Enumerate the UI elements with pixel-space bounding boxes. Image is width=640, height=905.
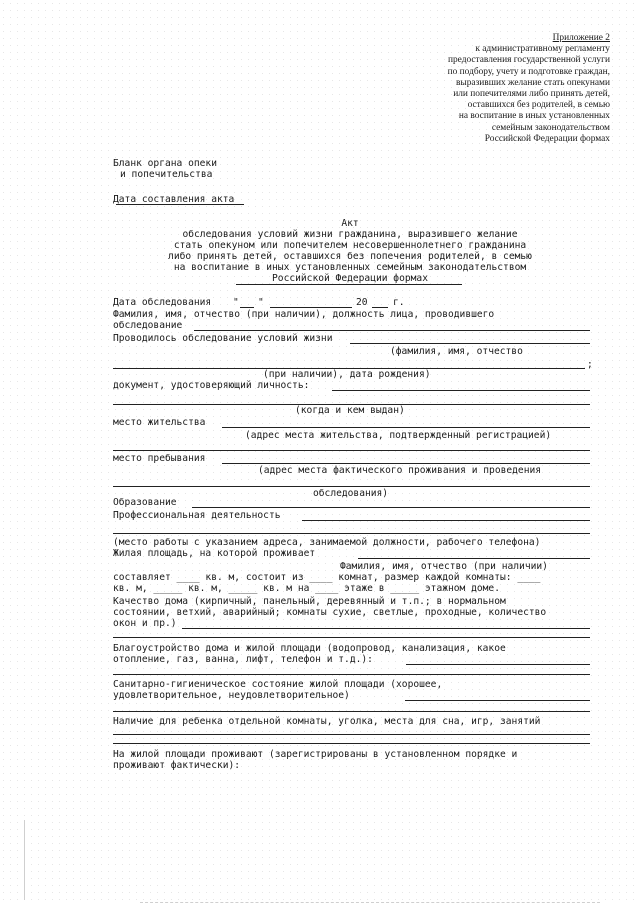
appendix-line: по подбору, учету и подготовке граждан, (447, 66, 610, 77)
child-room-field[interactable] (113, 734, 590, 735)
area-line: составляет ____ кв. м, состоит из ____ комнат, размер каждой комнаты: ____ (113, 572, 541, 583)
org-blank-label-2: и попечительства (120, 169, 213, 180)
conducted-field[interactable] (350, 343, 590, 344)
appendix-line: предоставления государственной услуги (447, 55, 610, 66)
title-underline (236, 284, 462, 285)
sanitary-label: Санитарно-гигиеническое состояние жилой площади (хорошее, (113, 679, 443, 690)
education-label: Образование (113, 497, 177, 508)
appendix-header (370, 33, 610, 145)
exam-date-label: Дата обследования (113, 297, 212, 308)
exam-date-quote-open: " (233, 297, 239, 308)
amenities-label-2: отопление, газ, ванна, лифт, телефон и т.д.): (113, 654, 373, 665)
quality-label-2: состоянии, ветхий, аварийный; комнаты сухие, светлые, проходные, количество (113, 607, 547, 618)
residents-label: На жилой площади проживают (зарегистрированы в установленном порядке и (113, 749, 518, 760)
amenities-field-2[interactable] (113, 674, 590, 675)
exam-month-field[interactable] (270, 307, 352, 308)
profession-field-2[interactable] (113, 533, 590, 534)
doc-title-line: стать опекуном или попечителем несовершеннолетнего гражданина (173, 240, 527, 251)
stay-field-2[interactable] (113, 486, 590, 487)
appendix-line: или попечителями либо принять детей, (453, 89, 610, 100)
profession-label: Профессиональная деятельность (113, 510, 281, 521)
inspector-field[interactable] (194, 330, 590, 331)
hint-work: (место работы с указанием адреса, занимаемой должности, рабочего телефона) (113, 537, 541, 548)
appendix-line: выразивших желание стать опекунами (456, 77, 610, 88)
exam-year-prefix: 20 (356, 297, 368, 308)
hint-fio-2: Фамилия, имя, отчество (при наличии) (340, 561, 548, 572)
profession-field[interactable] (302, 520, 590, 521)
semicolon: ; (587, 359, 593, 370)
quality-field-2[interactable] (113, 637, 590, 638)
appendix-line: семейным законодательством (491, 122, 610, 133)
residents-label-2: проживают фактически): (113, 760, 241, 771)
scan-bottom-edge (140, 901, 600, 903)
exam-day-field[interactable] (240, 307, 254, 308)
exam-year-field[interactable] (372, 307, 388, 308)
amenities-field[interactable] (406, 664, 590, 665)
appendix-line: к административному регламенту (475, 44, 610, 55)
appendix-line: оставшихся без родителей, в семью (467, 100, 610, 111)
residence-label: место жительства (113, 417, 206, 428)
act-date-label: Дата составления акта (113, 194, 235, 205)
appendix-line: Российской Федерации формах (484, 133, 610, 144)
area-line-2: кв. м, _____ кв. м, _____ кв. м на ____ этаже в _____ этажном доме. (113, 583, 500, 594)
sanitary-field[interactable] (405, 700, 590, 701)
quality-field[interactable] (182, 628, 590, 629)
education-field[interactable] (192, 507, 590, 508)
child-room-field-2[interactable] (113, 743, 590, 744)
doc-title-line: обследования условий жизни гражданина, выразившего желание (182, 229, 518, 240)
child-room-label: Наличие для ребенка отдельной комнаты, уголка, места для сна, игр, занятий (113, 716, 541, 727)
appendix-line: на воспитание в иных установленных (458, 111, 610, 122)
id-doc-label: документ, удостоверяющий личность: (113, 380, 310, 391)
hint-birth: (при наличии), дата рождения) (263, 369, 431, 380)
act-date-underline (116, 204, 244, 205)
sanitary-label-2: удовлетворительное, неудовлетворительное) (113, 690, 350, 701)
hint-residence: (адрес места жительства, подтвержденный регистрацией) (245, 430, 552, 441)
conducted-label: Проводилось обследование условий жизни (113, 333, 333, 344)
hint-stay-2: обследования) (313, 488, 389, 499)
hint-stay: (адрес места фактического проживания и проведения (258, 465, 542, 476)
scan-edge (24, 820, 25, 900)
doc-title: Акт (341, 218, 359, 229)
hint-fio: (фамилия, имя, отчество (390, 346, 523, 357)
stay-label: место пребывания (113, 453, 206, 464)
hint-issued: (когда и кем выдан) (295, 405, 405, 416)
residence-field[interactable] (222, 427, 590, 428)
doc-title-line: на воспитание в иных установленных семейным законодательством (173, 262, 527, 273)
appendix-line: Приложение 2 (552, 33, 610, 43)
exam-date-quote-close: " (258, 297, 264, 308)
living-area-label: Жилая площадь, на которой проживает (113, 548, 316, 559)
amenities-label: Благоустройство дома и жилой площади (водопровод, канализация, какое (113, 643, 506, 654)
residence-field-2[interactable] (113, 450, 590, 451)
org-blank-label: Бланк органа опеки (113, 158, 217, 169)
sanitary-field-2[interactable] (113, 711, 590, 712)
doc-title-line: либо принять детей, оставшихся без попечения родителей, в семью (168, 251, 532, 262)
living-area-field[interactable] (358, 558, 590, 559)
inspector-label-2: обследование (113, 320, 183, 331)
inspector-label: Фамилия, имя, отчество (при наличии), должность лица, проводившего (113, 309, 495, 320)
exam-date-suffix: г. (393, 297, 405, 308)
id-doc-field[interactable] (332, 390, 590, 391)
quality-label-3: окон и пр.) (113, 618, 177, 629)
doc-title-line: Российской Федерации формах (272, 273, 428, 284)
quality-label: Качество дома (кирпичный, панельный, деревянный и т.п.; в нормальном (113, 596, 506, 607)
stay-field[interactable] (222, 463, 590, 464)
